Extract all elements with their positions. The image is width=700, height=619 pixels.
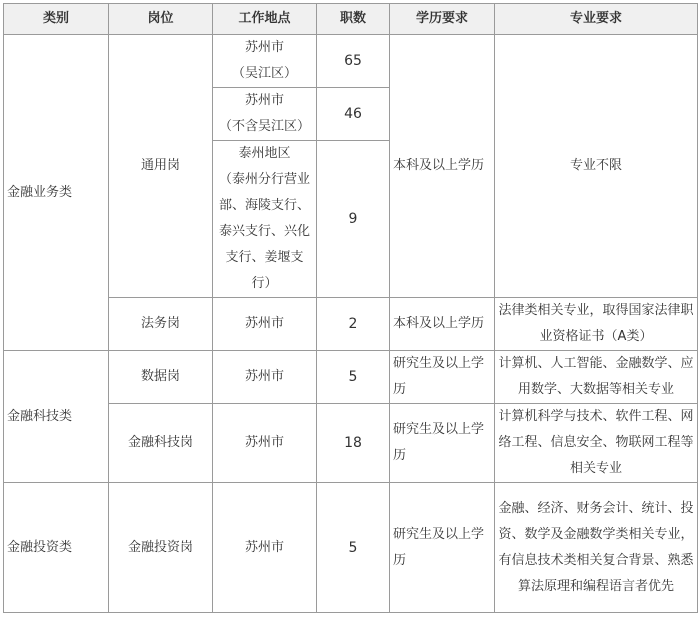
location-cell: 苏州市 <box>213 298 317 351</box>
major-cell: 专业不限 <box>495 35 698 298</box>
location-cell: 苏州市 <box>213 404 317 483</box>
category-cell: 金融业务类 <box>4 35 109 351</box>
header-category: 类别 <box>4 4 109 35</box>
location-cell: 苏州市 <box>213 483 317 613</box>
location-cell: 泰州地区 （泰州分行营业部、海陵支行、泰兴支行、兴化支行、姜堰支行） <box>213 141 317 298</box>
category-cell: 金融投资类 <box>4 483 109 613</box>
location-cell: 苏州市 （吴江区） <box>213 35 317 88</box>
location-cell: 苏州市 <box>213 351 317 404</box>
position-cell: 通用岗 <box>109 35 213 298</box>
table-row <box>4 298 698 351</box>
education-cell: 研究生及以上学历 <box>390 351 495 404</box>
position-cell: 数据岗 <box>109 351 213 404</box>
category-cell: 金融科技类 <box>4 351 109 483</box>
count-cell: 18 <box>317 404 390 483</box>
header-education: 学历要求 <box>390 4 495 35</box>
major-cell: 金融、经济、财务会计、统计、投资、数学及金融数学类相关专业，有信息技术类相关复合背景、熟悉算法原理和编程语言者优先 <box>495 483 698 613</box>
table-row <box>4 351 698 404</box>
count-cell: 9 <box>317 141 390 298</box>
count-cell: 46 <box>317 88 390 141</box>
count-cell: 5 <box>317 351 390 404</box>
education-cell: 本科及以上学历 <box>390 298 495 351</box>
count-cell: 65 <box>317 35 390 88</box>
position-cell: 金融投资岗 <box>109 483 213 613</box>
location-cell: 苏州市 （不含吴江区） <box>213 88 317 141</box>
header-row <box>4 4 698 35</box>
position-cell: 法务岗 <box>109 298 213 351</box>
major-cell: 计算机科学与技术、软件工程、网络工程、信息安全、物联网工程等相关专业 <box>495 404 698 483</box>
header-location: 工作地点 <box>213 4 317 35</box>
education-cell: 本科及以上学历 <box>390 35 495 298</box>
count-cell: 5 <box>317 483 390 613</box>
table-row <box>4 404 698 483</box>
recruitment-table <box>3 3 698 613</box>
major-cell: 法律类相关专业，取得国家法律职业资格证书（A类） <box>495 298 698 351</box>
table-row <box>4 483 698 613</box>
education-cell: 研究生及以上学历 <box>390 483 495 613</box>
education-cell: 研究生及以上学历 <box>390 404 495 483</box>
header-position: 岗位 <box>109 4 213 35</box>
table-row <box>4 35 698 88</box>
major-cell: 计算机、人工智能、金融数学、应用数学、大数据等相关专业 <box>495 351 698 404</box>
count-cell: 2 <box>317 298 390 351</box>
position-cell: 金融科技岗 <box>109 404 213 483</box>
header-major: 专业要求 <box>495 4 698 35</box>
header-count: 职数 <box>317 4 390 35</box>
